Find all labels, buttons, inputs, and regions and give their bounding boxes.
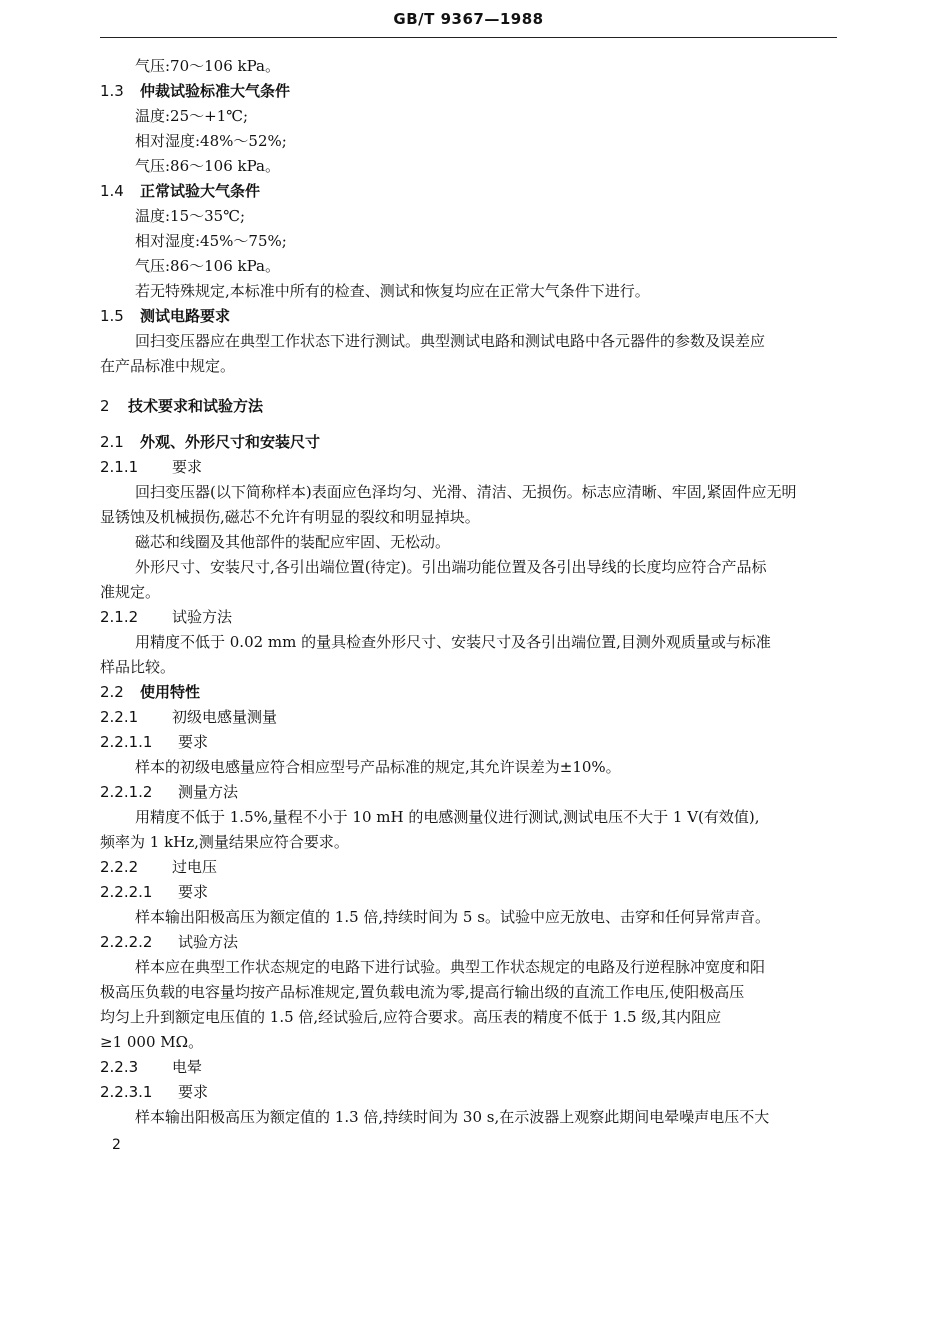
text-line: 回扫变压器应在典型工作状态下进行测试。典型测试电路和测试电路中各元器件的参数及误差应 xyxy=(135,332,766,350)
text-line: 样本应在典型工作状态规定的电路下进行试验。典型工作状态规定的电路及行逆程脉冲宽度和阳 xyxy=(135,958,766,976)
section-title: 试验方法 xyxy=(178,933,239,951)
section-title: 外观、外形尺寸和安装尺寸 xyxy=(140,433,321,451)
text-line: 温度:15～35℃; xyxy=(135,207,246,225)
text-line: 回扫变压器(以下简称样本)表面应色泽均匀、光滑、清洁、无损伤。标志应清晰、牢固,紧固件应无明 xyxy=(135,483,797,501)
section-number: 2 xyxy=(100,397,110,415)
section-heading-2-2-1-1 xyxy=(100,731,208,753)
section-title: 要求 xyxy=(172,458,203,476)
section-number: 2.2.2.2 xyxy=(100,933,153,951)
section-title: 正常试验大气条件 xyxy=(140,182,261,200)
text-line: 样本输出阳极高压为额定值的 1.3 倍,持续时间为 30 s,在示波器上观察此期间电晕噪声电压不大 xyxy=(135,1108,770,1126)
section-number: 2.2.1.2 xyxy=(100,783,153,801)
text-line: 样本的初级电感量应符合相应型号产品标准的规定,其允许误差为±10%。 xyxy=(135,758,621,776)
section-title: 要求 xyxy=(178,883,209,901)
text-line: 气压:70～106 kPa。 xyxy=(135,57,280,75)
section-heading-2-2-1 xyxy=(100,706,277,728)
section-heading-1-4 xyxy=(100,180,260,202)
section-number: 1.3 xyxy=(100,82,124,100)
text-line: 显锈蚀及机械损伤,磁芯不允许有明显的裂纹和明显掉块。 xyxy=(100,508,480,526)
section-heading-2-2-3-1 xyxy=(100,1081,208,1103)
text-line: 用精度不低于 1.5%,量程不小于 10 mH 的电感测量仪进行测试,测试电压不大于 1 V(有效值), xyxy=(135,808,760,826)
section-title: 电晕 xyxy=(172,1058,203,1076)
section-number: 2.2.2.1 xyxy=(100,883,153,901)
section-heading-2-1-1 xyxy=(100,456,202,478)
text-line: 样品比较。 xyxy=(100,658,176,676)
page-number: 2 xyxy=(112,1137,121,1153)
section-heading-2-2 xyxy=(100,681,200,703)
section-heading-2-1-2 xyxy=(100,606,232,628)
section-heading-2-1 xyxy=(100,431,320,453)
section-title: 测量方法 xyxy=(178,783,239,801)
section-number: 1.5 xyxy=(100,307,124,325)
section-heading-2-2-1-2 xyxy=(100,781,238,803)
text-line: 气压:86～106 kPa。 xyxy=(135,157,280,175)
section-number: 2.2.1 xyxy=(100,708,139,726)
text-line: ≥1 000 MΩ。 xyxy=(100,1033,204,1051)
section-heading-2-2-2-2 xyxy=(100,931,238,953)
text-line: 均匀上升到额定电压值的 1.5 倍,经试验后,应符合要求。高压表的精度不低于 1.5 级,其内阻应 xyxy=(100,1008,722,1026)
text-line: 极高压负载的电容量均按产品标准规定,置负载电流为零,提高行输出级的直流工作电压,使阳极高压 xyxy=(100,983,745,1001)
page-header: GB/T 9367—1988 xyxy=(393,10,544,28)
text-line: 相对湿度:48%～52%; xyxy=(135,132,287,150)
section-heading-1-3 xyxy=(100,80,290,102)
text-line: 气压:86～106 kPa。 xyxy=(135,257,280,275)
section-number: 2.2.2 xyxy=(100,858,139,876)
section-number: 2.2 xyxy=(100,683,124,701)
text-line: 外形尺寸、安装尺寸,各引出端位置(待定)。引出端功能位置及各引出导线的长度均应符合产品标 xyxy=(135,558,767,576)
section-title: 测试电路要求 xyxy=(140,307,231,325)
section-heading-2-2-2-1 xyxy=(100,881,208,903)
section-number: 2.1 xyxy=(100,433,124,451)
section-number: 1.4 xyxy=(100,182,124,200)
header-rule xyxy=(100,37,837,38)
section-heading-1-5 xyxy=(100,305,230,327)
text-line: 若无特殊规定,本标准中所有的检查、测试和恢复均应在正常大气条件下进行。 xyxy=(135,282,650,300)
section-title: 要求 xyxy=(178,733,209,751)
section-number: 2.2.3.1 xyxy=(100,1083,153,1101)
section-title: 过电压 xyxy=(172,858,218,876)
section-number: 2.1.2 xyxy=(100,608,139,626)
section-number: 2.1.1 xyxy=(100,458,139,476)
text-line: 样本输出阳极高压为额定值的 1.5 倍,持续时间为 5 s。试验中应无放电、击穿和任何异常声音。 xyxy=(135,908,770,926)
text-line: 频率为 1 kHz,测量结果应符合要求。 xyxy=(100,833,349,851)
text-line: 用精度不低于 0.02 mm 的量具检查外形尺寸、安装尺寸及各引出端位置,目测外观质量或与标准 xyxy=(135,633,771,651)
section-title: 使用特性 xyxy=(140,683,201,701)
section-number: 2.2.1.1 xyxy=(100,733,153,751)
text-line: 准规定。 xyxy=(100,583,161,601)
section-number: 2.2.3 xyxy=(100,1058,139,1076)
text-line: 温度:25～+1℃; xyxy=(135,107,249,125)
section-title: 仲裁试验标准大气条件 xyxy=(140,82,291,100)
section-title: 试验方法 xyxy=(172,608,233,626)
section-heading-2 xyxy=(100,395,263,417)
text-line: 在产品标准中规定。 xyxy=(100,357,236,375)
section-heading-2-2-2 xyxy=(100,856,217,878)
section-title: 技术要求和试验方法 xyxy=(128,397,264,415)
section-title: 要求 xyxy=(178,1083,209,1101)
section-title: 初级电感量测量 xyxy=(172,708,278,726)
section-heading-2-2-3 xyxy=(100,1056,202,1078)
text-line: 磁芯和线圈及其他部件的装配应牢固、无松动。 xyxy=(135,533,451,551)
text-line: 相对湿度:45%～75%; xyxy=(135,232,287,250)
